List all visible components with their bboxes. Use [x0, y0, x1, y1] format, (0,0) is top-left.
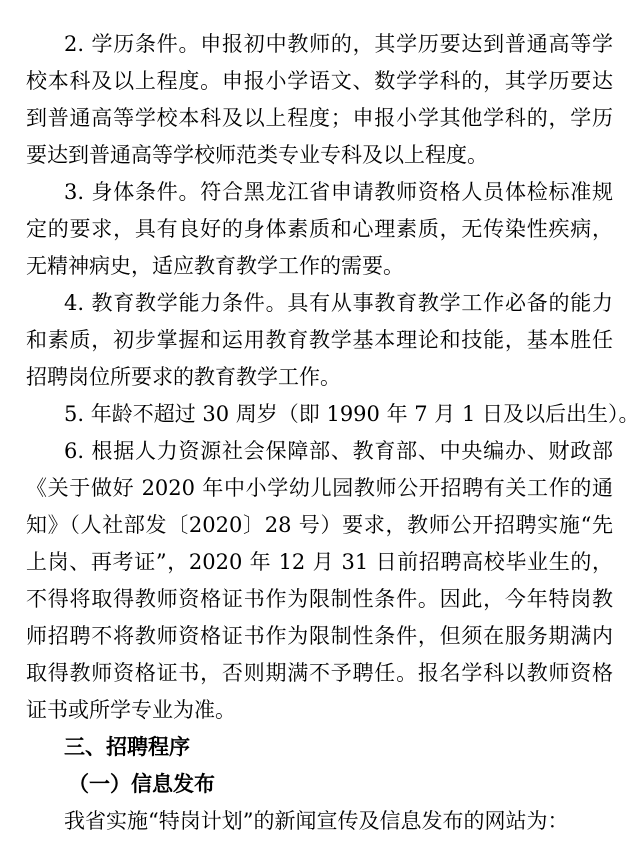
paragraph-line: 知》（人社部发〔2020〕28 号）要求，教师公开招聘实施“先	[26, 513, 613, 537]
section-heading: 三、招聘程序	[64, 735, 190, 759]
paragraph-line: 《关于做好 2020 年中小学幼儿园教师公开招聘有关工作的通	[26, 476, 613, 500]
paragraph-line: 校本科及以上程度。申报小学语文、数学学科的，其学历要达	[26, 69, 613, 93]
paragraph-line: 招聘岗位所要求的教育教学工作。	[26, 365, 341, 389]
paragraph-line: 2. 学历条件。申报初中教师的，其学历要达到普通高等学	[64, 32, 613, 56]
paragraph-line: 6. 根据人力资源社会保障部、教育部、中央编办、财政部	[64, 439, 613, 463]
paragraph-line: 上岗、再考证”，2020 年 12 月 31 日前招聘高校毕业生的，	[26, 550, 613, 574]
paragraph-line: 不得将取得教师资格证书作为限制性条件。因此，今年特岗教	[26, 587, 613, 611]
subsection-heading: （一）信息发布	[68, 772, 215, 796]
paragraph-line: 我省实施“特岗计划”的新闻宣传及信息发布的网站为：	[64, 809, 569, 833]
paragraph-line: 证书或所学专业为准。	[26, 698, 236, 722]
paragraph-line: 取得教师资格证书，否则期满不予聘任。报名学科以教师资格	[26, 661, 613, 685]
paragraph-line: 无精神病史，适应教育教学工作的需要。	[26, 254, 404, 278]
paragraph-line: 师招聘不将教师资格证书作为限制性条件，但须在服务期满内	[26, 624, 613, 648]
paragraph-line: 到普通高等学校本科及以上程度；申报小学其他学科的，学历	[26, 106, 613, 130]
paragraph-line: 4. 教育教学能力条件。具有从事教育教学工作必备的能力	[64, 291, 613, 315]
paragraph-line: 3. 身体条件。符合黑龙江省申请教师资格人员体检标准规	[64, 180, 613, 204]
paragraph-line: 定的要求，具有良好的身体素质和心理素质，无传染性疾病，	[26, 217, 613, 241]
paragraph-line: 和素质，初步掌握和运用教育教学基本理论和技能，基本胜任	[26, 328, 613, 352]
paragraph-line: 要达到普通高等学校师范类专业专科及以上程度。	[26, 143, 488, 167]
paragraph-line: 5. 年龄不超过 30 周岁（即 1990 年 7 月 1 日及以后出生）。	[64, 402, 639, 426]
